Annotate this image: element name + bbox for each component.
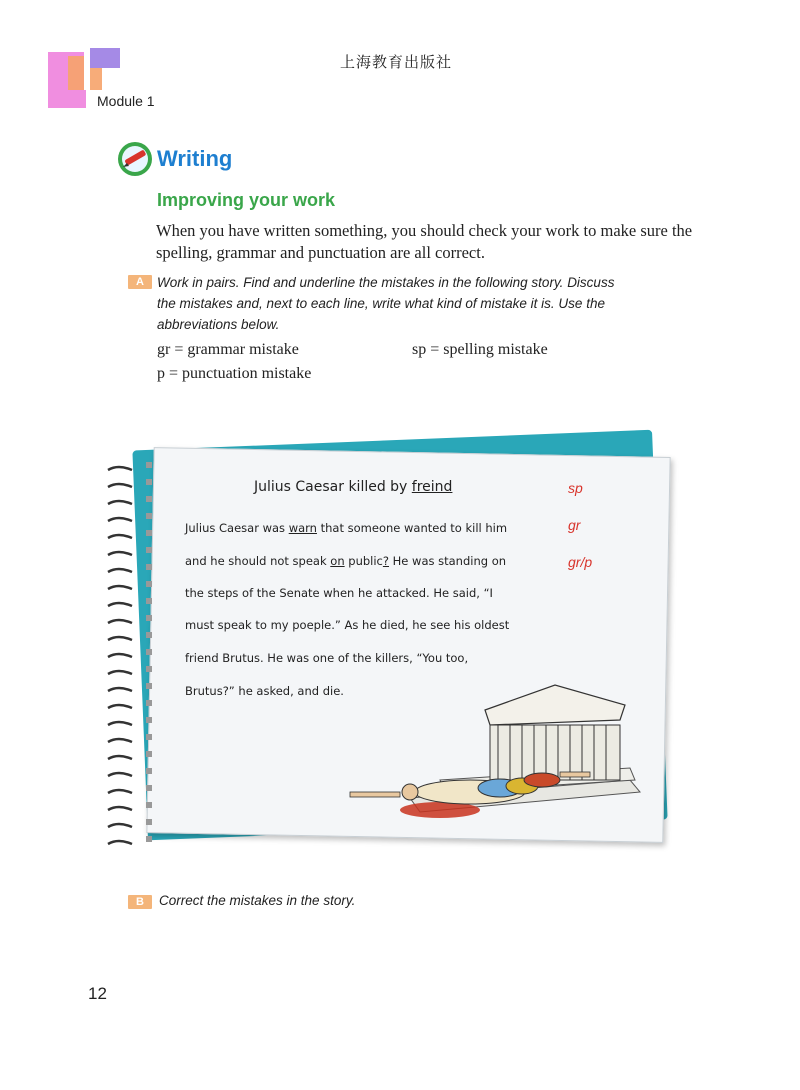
story-line: must speak to my poeple.” As he died, he see his oldest [185, 618, 510, 632]
margin-note-grp: gr/p [568, 554, 593, 570]
story-text: and he should not speak [185, 554, 331, 568]
margin-note-sp: sp [568, 480, 583, 496]
publisher-name: 上海教育出版社 [340, 53, 453, 71]
instruction-line: the mistakes and, next to each line, write what kind of mistake it is. Use the [157, 296, 605, 311]
spiral-binding [104, 460, 164, 860]
story-text: that someone wanted to kill him [316, 521, 508, 535]
instruction-line: Work in pairs. Find and underline the mistakes in the following story. Discuss [157, 275, 615, 290]
abbr-grammar: gr = grammar mistake [157, 341, 299, 358]
pen-icon [117, 141, 153, 177]
story-line: Brutus?” he asked, and die. [185, 684, 344, 698]
margin-note-gr: gr [568, 517, 581, 533]
task-b-instruction: Correct the mistakes in the story. [159, 893, 356, 908]
task-a-instruction [157, 272, 657, 335]
story-line [185, 554, 506, 568]
section-subtitle: Improving your work [157, 190, 336, 210]
story-line [185, 521, 507, 535]
story-line: the steps of the Senate when he attacked. He said, “I [185, 586, 493, 600]
mistake-underline: on [330, 554, 345, 568]
intro-paragraph: When you have written something, you should check your work to make sure the spelling, grammar and punctuation are all correct. [156, 221, 693, 262]
section-title: Writing [157, 146, 233, 171]
task-a-badge: A [128, 275, 152, 289]
mistake-underline: ? [382, 554, 389, 568]
story-line: friend Brutus. He was one of the killers, “You too, [185, 651, 469, 665]
story-title [254, 479, 452, 495]
module-label: Module 1 [97, 93, 155, 109]
temple-illustration [330, 680, 650, 830]
task-b-badge: B [128, 895, 152, 909]
story-title-mistake: freind [411, 479, 453, 495]
abbr-punctuation: p = punctuation mistake [157, 365, 312, 382]
story-text: He was standing on [389, 554, 507, 568]
instruction-line: abbreviations below. [157, 317, 280, 332]
mistake-underline: warn [288, 521, 317, 535]
story-title-text: Julius Caesar killed by [254, 479, 412, 495]
page-number: 12 [88, 984, 107, 1003]
story-text: Julius Caesar was [185, 521, 289, 535]
story-text: public [344, 554, 383, 568]
abbr-spelling: sp = spelling mistake [412, 341, 548, 358]
